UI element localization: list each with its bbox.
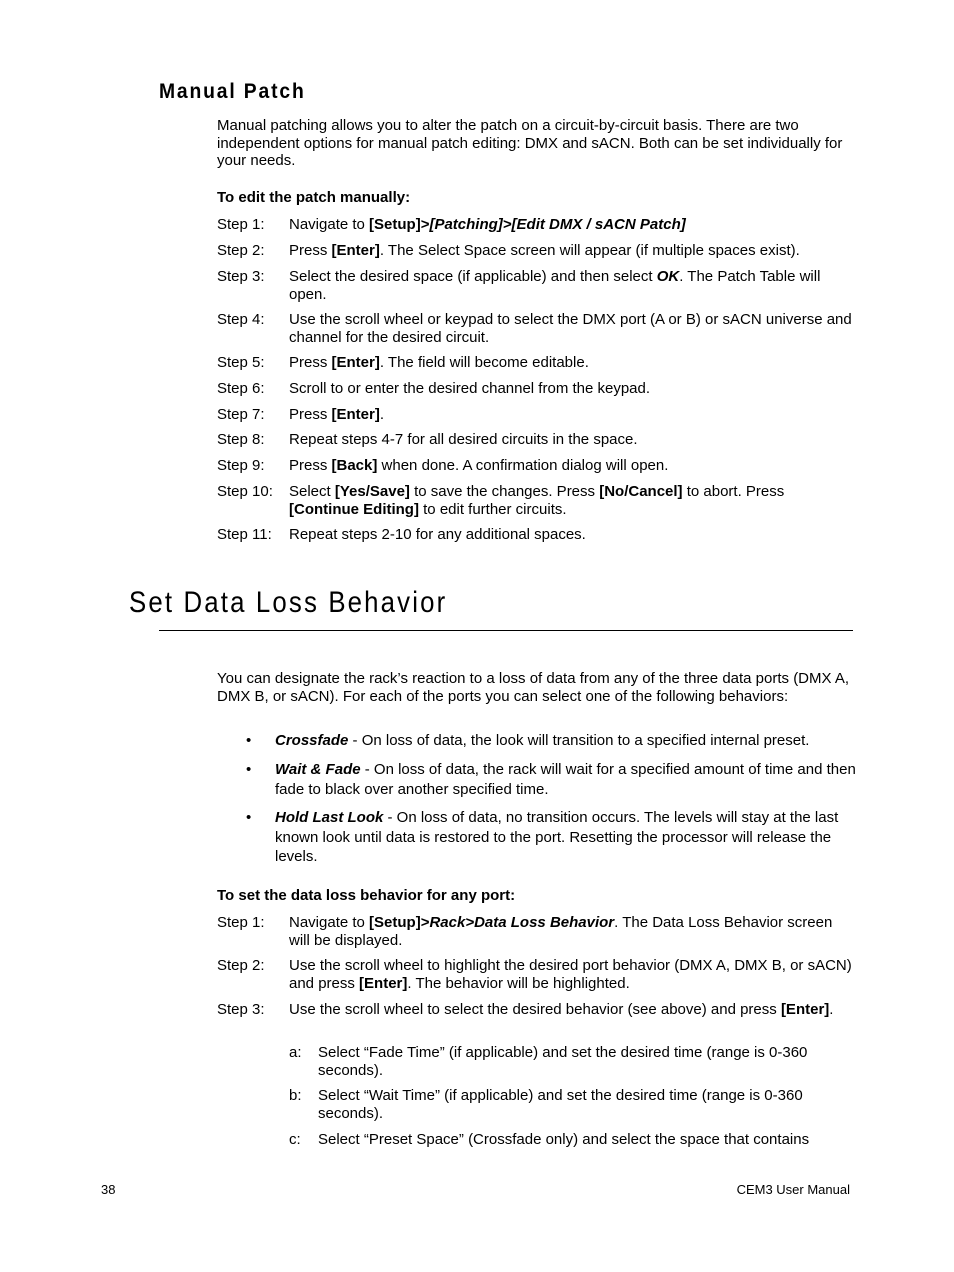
data-loss-substep [289, 1131, 859, 1149]
bullet-text [275, 808, 856, 867]
text-run: . The Data Loss Behavior screen will be displayed. [289, 914, 833, 949]
step-text [289, 406, 857, 424]
emphasis-text: [Enter] [331, 242, 380, 259]
step-label: Step 3: [217, 268, 265, 285]
text-run: when done. A confirmation dialog will open. [377, 457, 669, 474]
emphasis-text: Hold Last Look [275, 809, 384, 826]
text-run: . The behavior will be highlighted. [407, 974, 630, 992]
text-run: . [829, 1001, 834, 1018]
step-label: Step 2: [217, 957, 265, 974]
emphasis-text: [Enter] [331, 406, 380, 423]
text-run: - On loss of data, the look will transition to a specified internal preset. [348, 732, 810, 749]
emphasis-text: [Continue Editing] [289, 500, 419, 518]
data-loss-step [217, 1001, 857, 1019]
emphasis-text: [No/Cancel] [599, 483, 683, 500]
emphasis-text: [Patching]>[Edit DMX / sACN Patch] [429, 216, 686, 233]
step-label: Step 11: [217, 526, 272, 543]
text-run: Scroll to or enter the desired channel from the keypad. [289, 380, 651, 397]
text-run: . The Select Space screen will appear (if multiple spaces exist). [379, 242, 800, 259]
section-heading-manual-patch: Manual Patch [159, 80, 306, 103]
emphasis-text: [Back] [331, 457, 378, 474]
text-run: to edit further circuits. [418, 500, 567, 518]
step-label: Step 8: [217, 431, 265, 448]
step-text [289, 354, 857, 372]
text-run: Use the scroll wheel or keypad to select the DMX port (A or B) or sACN universe and channel for the desired circuit. [289, 311, 852, 346]
step-text [289, 268, 857, 303]
substep-text: Select “Preset Space” (Crossfade only) and select the space that contains [318, 1131, 810, 1148]
emphasis-text: Wait & Fade [275, 761, 361, 778]
text-run: Press [289, 242, 332, 259]
behavior-bullet [246, 760, 856, 799]
emphasis-text: [Setup]> [369, 216, 430, 233]
step-text [289, 957, 857, 992]
step-text [289, 526, 857, 544]
behavior-bullet [246, 808, 856, 867]
step-text [289, 311, 857, 346]
bullet-icon: • [246, 732, 252, 749]
step-text [289, 242, 857, 260]
text-run: Press [289, 354, 332, 371]
step-label: Step 4: [217, 311, 265, 328]
text-run: . The Patch Table will open. [289, 268, 821, 303]
patch-step [217, 354, 857, 372]
manual-patch-intro: Manual patching allows you to alter the patch on a circuit-by-circuit basis. There are two independent options for manual patch editing: DMX and sACN. Both can be set individually for your needs. [217, 117, 843, 169]
patch-step [217, 380, 857, 398]
step-text [289, 1001, 857, 1019]
step-text [289, 216, 857, 234]
emphasis-text: [Enter] [780, 1001, 830, 1018]
patch-step [217, 268, 857, 303]
step-text [289, 483, 857, 518]
step-text [289, 380, 857, 398]
page-number: 38 [101, 1182, 116, 1197]
step-label: Step 2: [217, 242, 265, 259]
behavior-bullet [246, 731, 856, 751]
patch-step [217, 526, 857, 544]
bullet-text [275, 731, 856, 751]
bullet-text [275, 760, 856, 799]
emphasis-text: [Setup]> [369, 914, 430, 931]
substep-text: Select “Wait Time” (if applicable) and set the desired time (range is 0-360 seconds). [318, 1087, 803, 1122]
substep-label: c: [289, 1131, 301, 1148]
substep-label: b: [289, 1087, 302, 1104]
data-loss-substep [289, 1087, 859, 1122]
text-run: Select the desired space (if applicable) and then select [289, 268, 657, 285]
procedure-title-edit-patch: To edit the patch manually: [217, 189, 411, 206]
step-text [289, 914, 857, 949]
data-loss-step [217, 957, 857, 992]
substep-label: a: [289, 1044, 302, 1061]
step-text [289, 431, 857, 449]
emphasis-text: OK [656, 268, 680, 285]
text-run: Repeat steps 2-10 for any additional spaces. [289, 526, 586, 543]
step-label: Step 9: [217, 457, 265, 474]
patch-step [217, 431, 857, 449]
section-heading-data-loss: Set Data Loss Behavior [129, 586, 448, 619]
data-loss-substep [289, 1044, 859, 1079]
patch-step [217, 311, 857, 346]
emphasis-text: Crossfade [275, 732, 349, 749]
step-label: Step 5: [217, 354, 265, 371]
step-label: Step 7: [217, 406, 265, 423]
text-run: Navigate to [289, 216, 370, 233]
emphasis-text: [Enter] [359, 974, 408, 992]
bullet-icon: • [246, 809, 252, 826]
emphasis-text: [Yes/Save] [334, 483, 410, 500]
text-run: Select [289, 483, 335, 500]
step-text [289, 457, 857, 475]
text-run: Use the scroll wheel to select the desired behavior (see above) and press [289, 1001, 781, 1018]
data-loss-intro: You can designate the rack’s reaction to a loss of data from any of the three data ports (DMX A, DMX B, or sACN). For each of the ports you can select one of the following behaviors: [217, 670, 850, 705]
procedure-title-data-loss: To set the data loss behavior for any port: [217, 887, 516, 904]
emphasis-text: Rack>Data Loss Behavior [429, 914, 615, 931]
step-label: Step 1: [217, 914, 265, 931]
patch-step [217, 216, 857, 234]
patch-step [217, 483, 857, 518]
patch-step [217, 242, 857, 260]
text-run: . The field will become editable. [379, 354, 589, 371]
heading-rule [159, 630, 853, 631]
bullet-icon: • [246, 761, 252, 778]
text-run: - On loss of data, no transition occurs. The levels will stay at the last known look until data is restored to the port. Resetting the processor will release the levels. [275, 809, 839, 865]
text-run: Navigate to [289, 914, 370, 931]
data-loss-step [217, 914, 857, 949]
text-run: . [379, 406, 385, 423]
text-run: Repeat steps 4-7 for all desired circuits in the space. [289, 431, 638, 448]
step-label: Step 6: [217, 380, 265, 397]
text-run: - On loss of data, the rack will wait for a specified amount of time and then fade to black over another specified time. [275, 761, 856, 798]
text-run: Press [289, 457, 332, 474]
emphasis-text: [Enter] [331, 354, 380, 371]
step-label: Step 10: [217, 483, 273, 500]
step-label: Step 3: [217, 1001, 265, 1018]
patch-step [217, 457, 857, 475]
manual-title: CEM3 User Manual [736, 1182, 850, 1197]
text-run: Use the scroll wheel to highlight the desired port behavior (DMX A, DMX B, or sACN) and press [289, 957, 852, 992]
step-label: Step 1: [217, 216, 265, 233]
text-run: Press [289, 406, 332, 423]
text-run: to save the changes. Press [409, 483, 600, 500]
patch-step [217, 406, 857, 424]
substep-text: Select “Fade Time” (if applicable) and set the desired time (range is 0-360 seconds). [318, 1044, 808, 1079]
text-run: to abort. Press [682, 483, 785, 500]
